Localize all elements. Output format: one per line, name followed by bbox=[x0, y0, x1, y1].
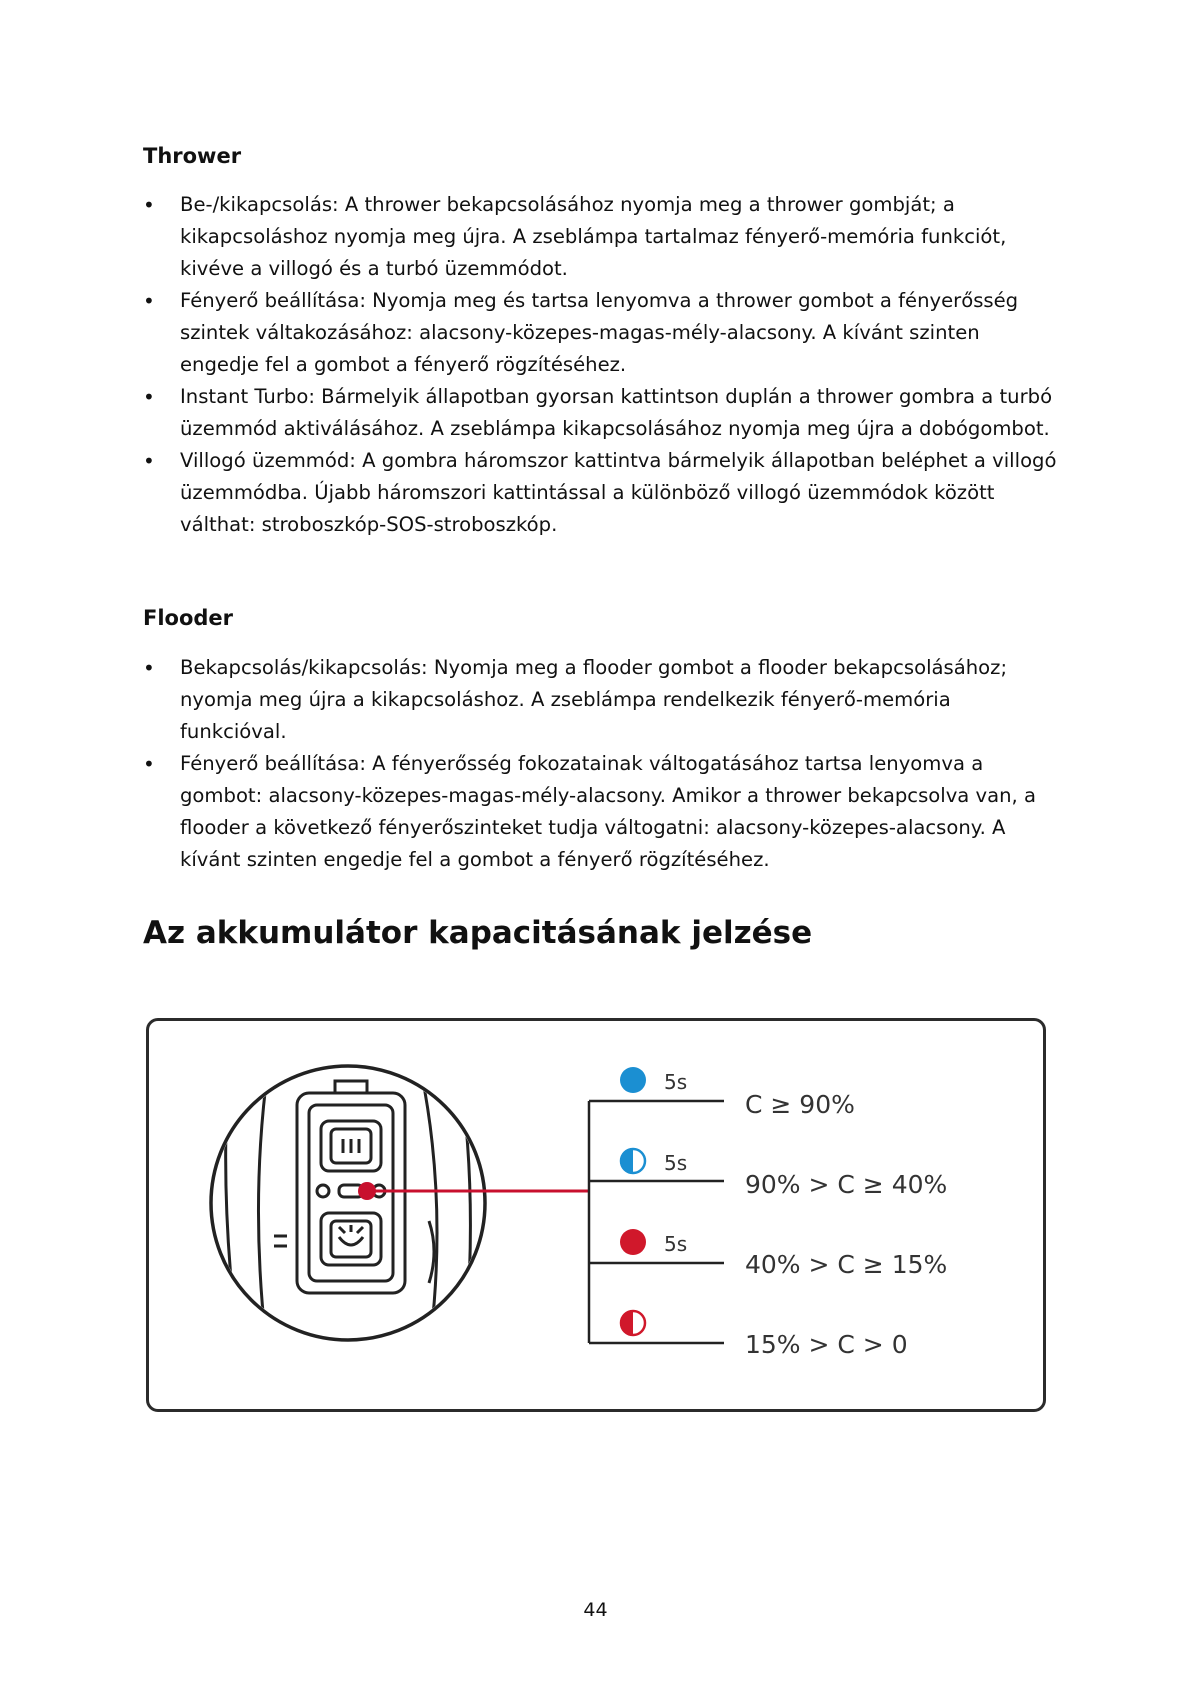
thrower-list bbox=[143, 189, 1063, 541]
indicator-bracket bbox=[589, 1101, 724, 1343]
battery-indicator-diagram bbox=[149, 1021, 1049, 1415]
capacity-condition: C ≥ 90% bbox=[745, 1090, 855, 1119]
thrower-heading: Thrower bbox=[143, 144, 242, 168]
list-item: • Fényerő beállítása: Nyomja meg és tartsa lenyomva a thrower gombot a fényerősség szintek váltakozásához: alacsony-közepes-magas-mély-alacsony. A kívánt szinten engedje fel a gombot a fényerő rögzítéséhez. bbox=[143, 285, 1063, 381]
duration-label: 5s bbox=[664, 1070, 688, 1094]
solid-blue-indicator-icon bbox=[620, 1067, 646, 1093]
list-item: • Instant Turbo: Bármelyik állapotban gyorsan kattintson duplán a thrower gombra a turbó üzemmód aktiválásához. A zseblámpa kikapcsolásához nyomja meg újra a dobógombot. bbox=[143, 381, 1063, 445]
page-number: 44 bbox=[583, 1599, 608, 1621]
flashlight-switch-illustration bbox=[211, 1061, 589, 1351]
capacity-condition: 90% > C ≥ 40% bbox=[745, 1170, 948, 1199]
duration-label: 5s bbox=[664, 1151, 688, 1175]
solid-red-indicator-icon bbox=[620, 1229, 646, 1255]
list-item: • Bekapcsolás/kikapcsolás: Nyomja meg a flooder gombot a flooder bekapcsolásához; nyomja meg újra a kikapcsoláshoz. A zseblámpa rendelkezik fényerő-memória funkcióval. bbox=[143, 652, 1063, 748]
half-red-indicator-icon bbox=[620, 1310, 645, 1336]
list-item: • Fényerő beállítása: A fényerősség fokozatainak váltogatásához tartsa lenyomva a gombot: alacsony-közepes-magas-mély-alacsony. Amikor a thrower bekapcsolva van, a flooder a következő fényerőszinteket tudja váltogatni: alacsony-közepes-alacsony. A kívánt szinten engedje fel a gombot a fényerő rögzítéséhez. bbox=[143, 748, 1063, 876]
list-item: • Be-/kikapcsolás: A thrower bekapcsolásához nyomja meg a thrower gombját; a kikapcsoláshoz nyomja meg újra. A zseblámpa tartalmaz fényerő-memória funkciót, kivéve a villogó és a turbó üzemmódot. bbox=[143, 189, 1063, 285]
flooder-list bbox=[143, 652, 1063, 876]
battery-heading: Az akkumulátor kapacitásának jelzése bbox=[143, 915, 813, 951]
half-blue-indicator-icon bbox=[620, 1148, 645, 1174]
list-item: • Villogó üzemmód: A gombra háromszor kattintva bármelyik állapotban beléphet a villogó üzemmódba. Újabb háromszori kattintással a különböző villogó üzemmódok között válthat: stroboszkóp-SOS-stroboszkóp. bbox=[143, 445, 1063, 541]
flooder-heading: Flooder bbox=[143, 606, 234, 630]
battery-indicator-figure bbox=[146, 1018, 1046, 1412]
capacity-condition: 40% > C ≥ 15% bbox=[745, 1250, 948, 1279]
duration-label: 5s bbox=[664, 1232, 688, 1256]
capacity-condition: 15% > C > 0 bbox=[745, 1330, 908, 1359]
